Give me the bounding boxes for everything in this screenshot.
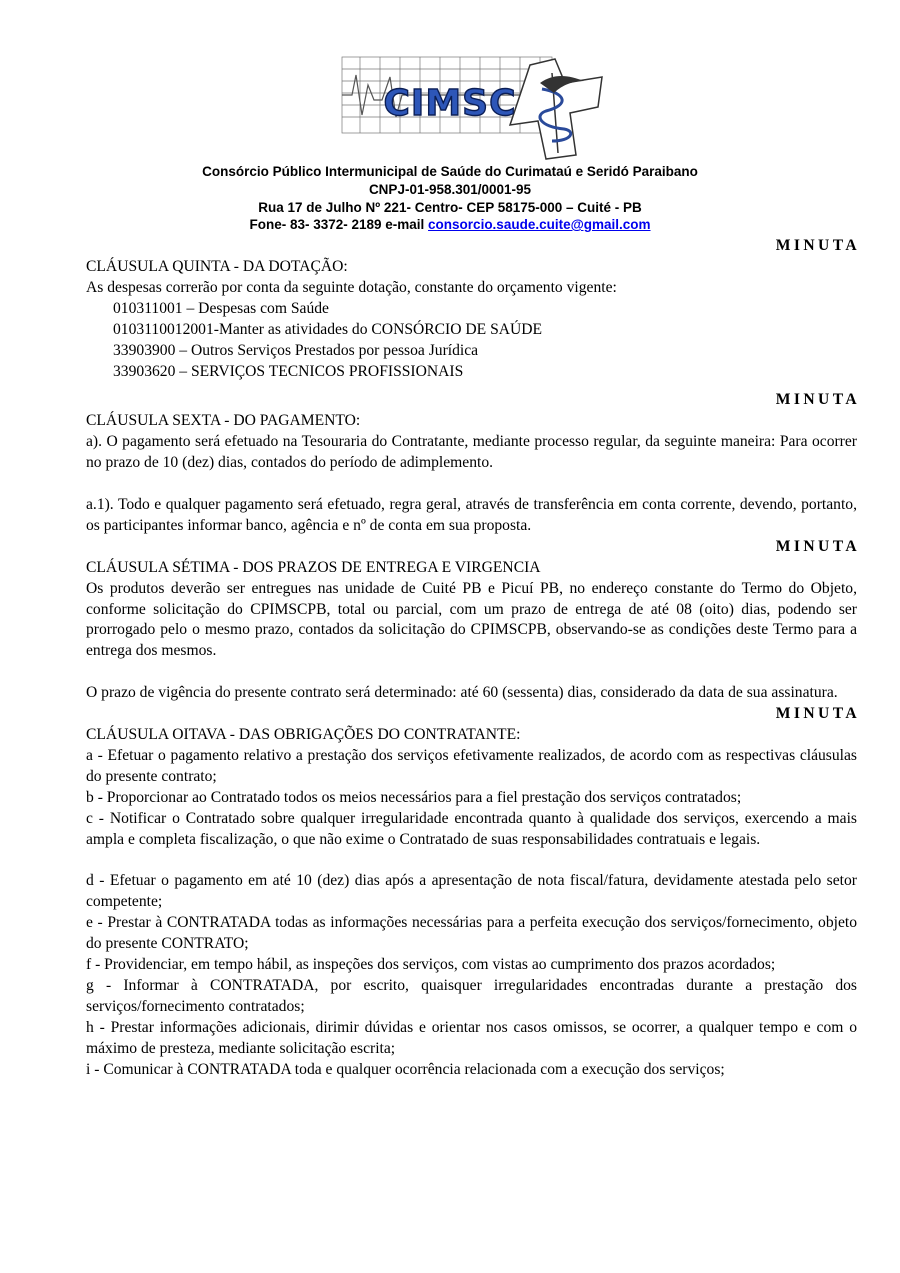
obligation-item: g - Informar à CONTRATADA, por escrito, quaisquer irregularidades encontradas durante a prestação dos serviços/fornecimento contratados; — [86, 977, 857, 1015]
budget-item: 010311001 – Despesas com Saúde — [113, 299, 329, 317]
cnpj: CNPJ-01-958.301/0001-95 — [368, 182, 532, 197]
obligation-item: d - Efetuar o pagamento em até 10 (dez) dias após a apresentação de nota fiscal/fatura, devidamente atestada pelo setor competente; — [86, 872, 857, 911]
obligation-item: c - Notificar o Contratado sobre qualquer irregularidade encontrada quanto à qualidade dos serviços, exercendo a mais ampla e completa fiscalização, o que não exime o Contratado de suas responsabilidades contratuais e legais. — [86, 809, 857, 848]
clause-7-para-2: O prazo de vigência do presente contrato será determinado: até 60 (sessenta) dias, considerado da data de sua assinatura. — [86, 684, 838, 702]
address: Rua 17 de Julho Nº 221- Centro- CEP 58175-000 – Cuité - PB — [258, 200, 642, 215]
obligation-item: h - Prestar informações adicionais, dirimir dúvidas e orientar nos casos omissos, se ocorrer, a qualquer tempo e com o máximo de presteza, mediante solicitação escrita; — [86, 1018, 857, 1057]
clause-5-title: CLÁUSULA QUINTA - DA DOTAÇÃO: — [86, 257, 348, 275]
obligation-item: i - Comunicar à CONTRATADA toda e qualquer ocorrência relacionada com a execução dos serviços; — [86, 1060, 725, 1078]
logo-text: CIMSC — [383, 83, 517, 124]
clause-6-para-a1: a.1). Todo e qualquer pagamento será efetuado, regra geral, através de transferência em conta corrente, devendo, portanto, os participantes informar banco, agência e nº de conta em sua proposta. — [86, 495, 857, 534]
obligation-item: b - Proporcionar ao Contratado todos os meios necessários para a fiel prestação dos serviços contratados; — [86, 788, 742, 806]
budget-item: 33903620 – SERVIÇOS TECNICOS PROFISSIONAIS — [113, 363, 464, 381]
minuta-label: MINUTA — [775, 237, 860, 254]
clause-6-para-a: a). O pagamento será efetuado na Tesouraria do Contratante, mediante processo regular, da seguinte maneira: Para ocorrer no prazo de 10 (dez) dias, contados do período de adimplemento. — [86, 433, 857, 472]
org-name: Consórcio Público Intermunicipal de Saúde do Curimataú e Seridó Paraibano — [202, 164, 698, 179]
phone: Fone- 83- 3372- 2189 e-mail — [249, 217, 429, 232]
obligation-item: e - Prestar à CONTRATADA todas as informações necessárias para a perfeita execução dos serviços/fornecimento, objeto do presente CONTRATO; — [86, 914, 857, 953]
minuta-label: MINUTA — [775, 391, 860, 409]
document-body — [86, 236, 860, 1081]
minuta-label: MINUTA — [775, 537, 860, 555]
contact-line — [0, 217, 900, 232]
budget-item: 0103110012001-Manter as atividades do CONSÓRCIO DE SAÚDE — [113, 320, 543, 338]
clause-8-title: CLÁUSULA OITAVA - DAS OBRIGAÇÕES DO CONTRATANTE: — [86, 726, 521, 744]
obligation-item: a - Efetuar o pagamento relativo a prestação dos serviços efetivamente realizados, de acordo com as respectivas cláusulas do presente contrato; — [86, 746, 857, 785]
email-link[interactable]: consorcio.saude.cuite@gmail.com — [428, 217, 651, 232]
budget-item: 33903900 – Outros Serviços Prestados por pessoa Jurídica — [113, 341, 479, 359]
clause-6-title: CLÁUSULA SEXTA - DO PAGAMENTO: — [86, 412, 361, 430]
cimsc-logo — [340, 55, 608, 163]
clause-7-para-1: Os produtos deverão ser entregues nas unidade de Cuité PB e Picuí PB, no endereço constante do Termo do Objeto, conforme solicitação do CPIMSCPB, total ou parcial, com um prazo de entrega de até 08 (oito) dias, podendo ser prorrogado pelo o mesmo prazo, contados da solicitação do CPIMSCPB, observando-se as condições deste Termo para a entrega dos mesmos. — [86, 579, 857, 660]
obligation-item: f - Providenciar, em tempo hábil, as inspeções dos serviços, com vistas ao cumprimento dos prazos acordados; — [86, 956, 776, 974]
minuta-label: MINUTA — [775, 705, 860, 723]
clause-7-title: CLÁUSULA SÉTIMA - DOS PRAZOS DE ENTREGA E VIRGENCIA — [86, 558, 541, 576]
clause-5-intro: As despesas correrão por conta da seguinte dotação, constante do orçamento vigente: — [86, 278, 617, 296]
